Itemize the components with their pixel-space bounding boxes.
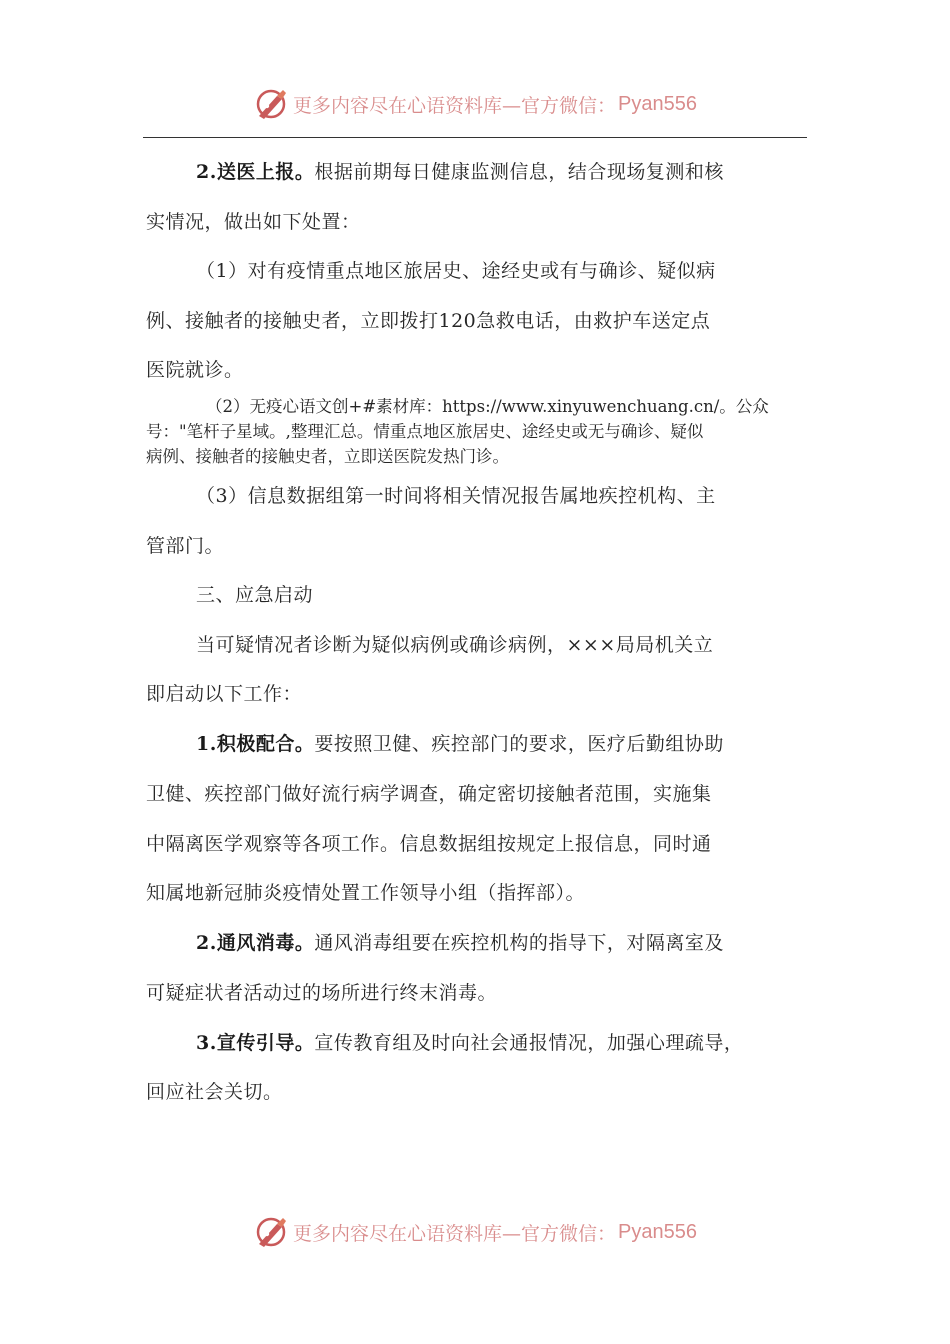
- p2-line-1: （1）对有疫情重点地区旅居史、途经史或有与确诊、疑似病: [196, 260, 716, 282]
- p6-line-1: 当可疑情况者诊断为疑似病例或确诊病例，×××局局机关立: [196, 634, 714, 656]
- p7-line-3: 中隔离医学观察等各项工作。信息数据组按规定上报信息，同时通: [146, 833, 712, 855]
- p4-line-1: （3）信息数据组第一时间将相关情况报告属地疾控机构、主: [196, 485, 716, 507]
- p9-lead: 3.宣传引导。: [196, 1032, 315, 1054]
- p6-line-2: 即启动以下工作：: [146, 683, 303, 705]
- p8-line-1: [196, 930, 724, 956]
- header-handle: Pyan556: [618, 92, 697, 115]
- p7-lead: 1.积极配合。: [196, 733, 315, 755]
- section-heading: 三、应急启动: [196, 584, 314, 606]
- p1-line-2: 实情况，做出如下处置：: [146, 211, 361, 233]
- p1-text-1: 根据前期每日健康监测信息，结合现场复测和核: [314, 161, 724, 183]
- p7-line-4: 知属地新冠肺炎疫情处置工作领导小组（指挥部）。: [146, 882, 586, 904]
- p7-text-1: 要按照卫健、疾控部门的要求，医疗后勤组协助: [314, 733, 724, 755]
- p8-line-2: 可疑症状者活动过的场所进行终末消毒。: [146, 982, 498, 1004]
- p9-line-2: 回应社会关切。: [146, 1081, 283, 1103]
- p2-line-3: 医院就诊。: [146, 359, 244, 381]
- p3-line-3: 病例、接触者的接触史者，立即送医院发热门诊。: [146, 447, 509, 466]
- p8-lead: 2.通风消毒。: [196, 932, 315, 954]
- header-text: 更多内容尽在心语资料库—官方微信：: [293, 94, 617, 117]
- p7-line-1: [196, 731, 724, 757]
- p8-text-1: 通风消毒组要在疾控机构的指导下，对隔离室及: [314, 932, 724, 954]
- p9-text-1: 宣传教育组及时向社会通报情况，加强心理疏导，: [314, 1032, 744, 1054]
- p7-line-2: 卫健、疾控部门做好流行病学调查，确定密切接触者范围，实施集: [146, 783, 712, 805]
- p9-line-1: [196, 1030, 743, 1056]
- brand-logo-icon: [253, 1214, 289, 1250]
- p1-line-1: [196, 159, 724, 185]
- page-header: [0, 84, 950, 124]
- footer-handle: Pyan556: [618, 1220, 697, 1243]
- p1-lead: 2.送医上报。: [196, 161, 315, 183]
- p2-line-2: 例、接触者的接触史者，立即拨打120急救电话，由救护车送定点: [146, 310, 711, 332]
- footer-text: 更多内容尽在心语资料库—官方微信：: [293, 1222, 617, 1245]
- page-footer: [0, 1212, 950, 1252]
- p3-line-1: （2）无疫心语文创+#素材库：https://www.xinyuwenchuang.cn/。公众: [206, 397, 769, 416]
- p4-line-2: 管部门。: [146, 535, 225, 557]
- p3-line-2: 号："笔杆子星域。,整理汇总。情重点地区旅居史、途经史或无与确诊、疑似: [146, 422, 704, 441]
- brand-logo-icon: [253, 86, 289, 122]
- header-divider: [143, 137, 807, 138]
